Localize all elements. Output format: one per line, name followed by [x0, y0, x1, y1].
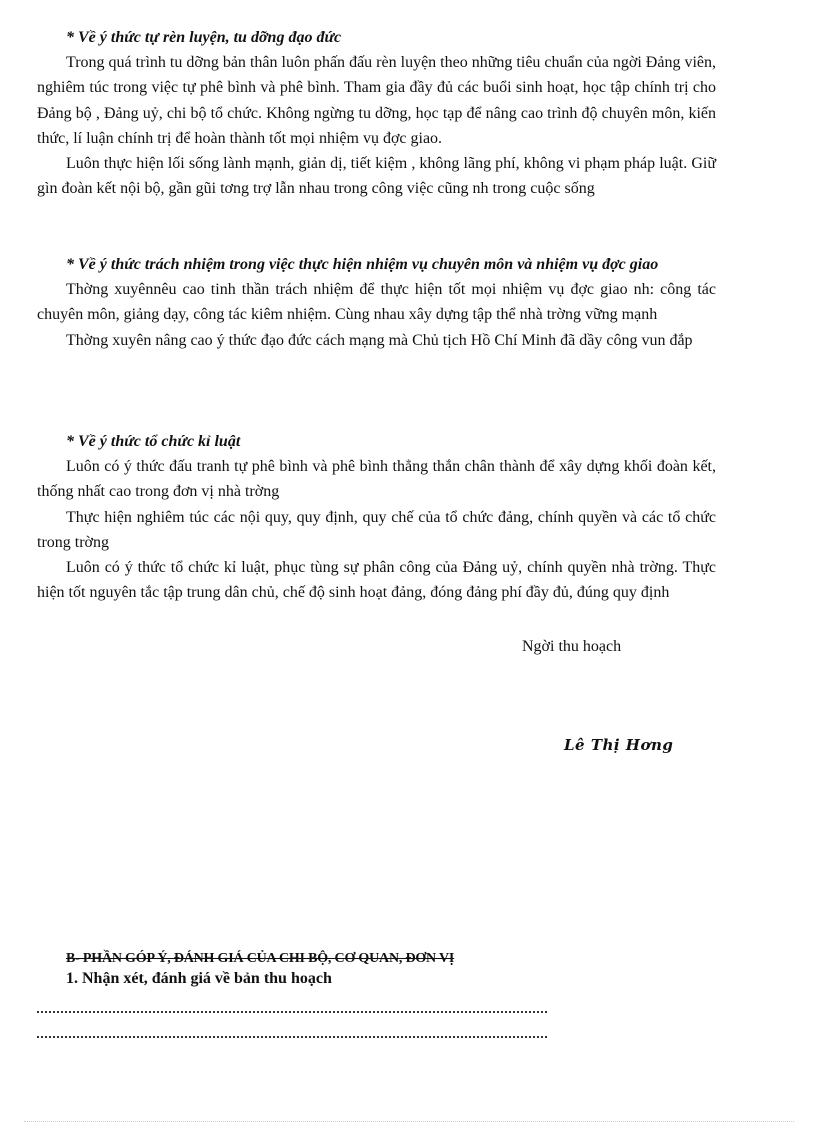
- section-heading: * Về ý thức trách nhiệm trong việc thực hiện nhiệm vụ chuyên môn và nhiệm vụ đợc giao: [66, 256, 659, 273]
- paragraph: Luôn có ý thức tổ chức kỉ luật, phục tùng sự phân công của Đảng uỷ, chính quyền nhà trờng. Thực hiện tốt nguyên tắc tập trung dân chủ, chế độ sinh hoạt đảng, đóng đảng phí đầy đủ, đúng quy định: [37, 559, 716, 602]
- signer-label: Ngời thu hoạch: [522, 638, 622, 655]
- paragraph: Thờng xuyên nâng cao ý thức đạo đức cách mạng mà Chủ tịch Hồ Chí Minh đã dầy công vun đắp: [66, 331, 693, 349]
- dotted-answer-line: [37, 1036, 547, 1038]
- section-heading: * Về ý thức tổ chức kỉ luật: [66, 433, 241, 450]
- part-b-title: B- PHẦN GÓP Ý, ĐÁNH GIÁ CỦA CHI BỘ, CƠ QUAN, ĐƠN VỊ: [66, 951, 455, 966]
- section-heading: * Về ý thức tự rèn luyện, tu dỡng đạo đức: [66, 29, 342, 46]
- paragraph: Thực hiện nghiêm túc các nội quy, quy định, quy chế của tổ chức đảng, chính quyền và các tổ chức trong trờng: [37, 508, 716, 551]
- signer-name: Lê Thị Hơng: [564, 736, 674, 754]
- section-self-training: [37, 25, 716, 201]
- paragraph: Trong quá trình tu dỡng bản thân luôn phấn đấu rèn luyện theo những tiêu chuẩn của ngời Đảng viên, nghiêm túc trong việc tự phê bình và phê bình. Tham gia đầy đủ các buổi sinh hoạt, học tập chính trị cho Đảng bộ , Đảng uỷ, chi bộ tổ chức. Không ngừng tu dỡng, học tạp để nâng cao trình độ chuyên môn, kiến thức, lí luận chính trị để hoàn thành tốt mọi nhiệm vụ đợc giao.: [37, 54, 716, 147]
- paragraph: Luôn thực hiện lối sống lành mạnh, giản dị, tiết kiệm , không lãng phí, không vi phạm pháp luật. Giữ gìn đoàn kết nội bộ, gần gũi tơng trợ lẫn nhau trong công việc cũng nh trong cuộc sống: [37, 155, 716, 198]
- paragraph: Thờng xuyênnêu cao tinh thần trách nhiệm để thực hiện tốt mọi nhiệm vụ đợc giao nh: công tác chuyên môn, giảng dạy, công tác kiêm nhiệm. Cùng nhau xây dựng tập thể nhà trờng vững mạnh: [37, 281, 716, 324]
- dotted-answer-line: [37, 1011, 547, 1013]
- section-discipline: [37, 429, 716, 605]
- section-responsibility: [37, 252, 716, 353]
- paragraph: Luôn có ý thức đấu tranh tự phê bình và phê bình thẳng thắn chân thành để xây dựng khối đoàn kết, thống nhất cao trong đơn vị nhà trờng: [37, 458, 716, 501]
- part-b-item-1: 1. Nhận xét, đánh giá về bản thu hoạch: [66, 970, 332, 987]
- page-bottom-divider: [24, 1121, 794, 1122]
